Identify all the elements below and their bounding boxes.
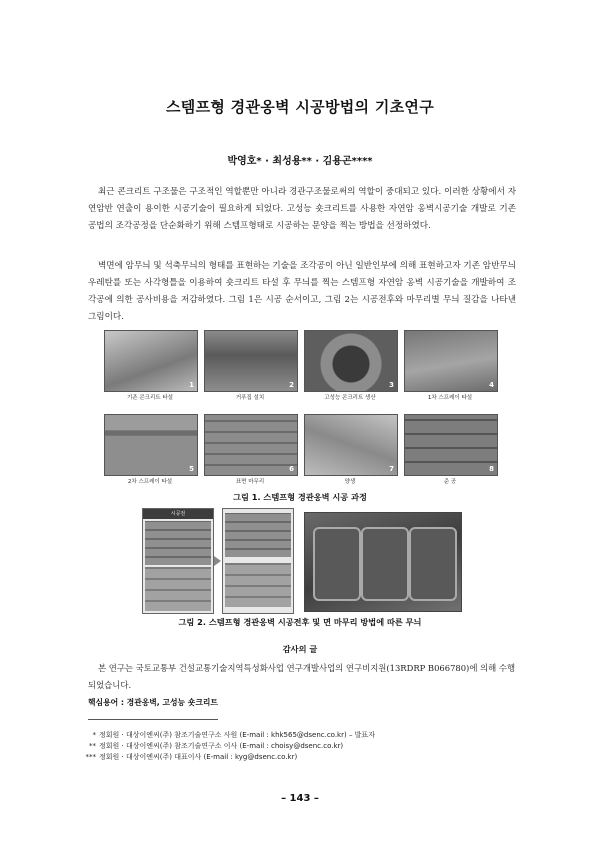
footnote-divider [88,719,218,720]
body-paragraph-1 [88,184,516,235]
after-photo-top [225,513,291,557]
footnote-text: 정회원 · 대상이엔씨(주) 참조기술연구소 사원 (E-mail : khk565@dsenc.co.kr) – 발표자 [99,731,375,739]
figure-1-construction-process [104,330,496,488]
keywords-line: 핵심용어 : 경관옹벽, 고성능 숏크리트 [88,698,218,707]
step-photo-2 [204,330,298,392]
author-line: 박영호* · 최성용** · 김용곤**** [227,156,373,167]
step-photo-7 [304,414,398,476]
footnote-1 [76,730,375,740]
paragraph-text: 최근 콘크리트 구조물은 구조적인 역할뿐만 아니라 경관구조물로써의 역할이 중대되고 있다. 이러한 상황에서 자연암반 연출이 용이한 시공기술이 필요하게 되었다. 고성능 숏크리트를 사용한 자연암 옹벽시공기술 개발로 기존 공법의 조각공정을 단순화하기 위해 스템프형태로 시공하는 문양을 찍는 방법을 선정하였다. [88,187,516,231]
step-photo-1 [104,330,198,392]
step-number: 2 [289,381,294,389]
pattern-slab [361,527,409,601]
step-label: 고성능 콘크리트 생산 [324,395,376,401]
finish-pattern-photo [304,512,462,612]
step-photo-5 [104,414,198,476]
pattern-slab [409,527,457,601]
step-label: 기존 콘크리트 타설 [126,395,173,401]
step-label: 양생 [344,479,356,485]
footnote-2 [76,741,343,751]
before-label: 시공전 [143,509,213,519]
pattern-slab [313,527,361,601]
step-label: 준 공 [443,479,457,485]
step-photo-3 [304,330,398,392]
before-photo-top [145,521,211,565]
page-number: – 143 – [281,793,319,804]
step-photo-6 [204,414,298,476]
footnote-text: 정회원 · 대상이엔씨(주) 대표이사 (E-mail : kyg@dsenc.co.kr) [99,753,298,761]
step-number: 5 [189,465,194,473]
figure-2-before-after [142,508,460,612]
figure-1-caption: 그림 1. 스템프형 경관옹벽 시공 과정 [233,492,367,502]
footnote-mark: *** [85,753,96,761]
step-number: 7 [389,465,394,473]
step-number: 4 [489,381,494,389]
acknowledgement-heading: 감사의 글 [282,644,318,654]
step-number: 3 [389,381,394,389]
paper-title: 스템프형 경관옹벽 시공방법의 기초연구 [166,98,434,116]
after-panel [222,508,294,614]
acknowledgement-text: 본 연구는 국토교통부 건설교통기술지역특성화사업 연구개발사업의 연구비지원(13RDRP B066780)에 의해 수행되었습니다. [88,663,516,690]
step-label: 2차 스프레이 타설 [127,479,173,485]
step-number: 8 [489,465,494,473]
figure-2-caption: 그림 2. 스템프형 경관옹벽 시공전후 및 면 마무리 방법에 따른 무늬 [178,617,422,627]
step-label: 거푸집 설치 [235,395,265,401]
step-label: 1차 스프레이 타설 [427,395,473,401]
step-photo-4 [404,330,498,392]
step-label: 표면 마무리 [235,479,265,485]
before-panel [142,508,214,614]
footnote-mark: * [92,731,96,739]
footnote-3 [76,752,297,762]
footnote-mark: ** [89,742,96,750]
step-number: 1 [189,381,194,389]
step-photo-8 [404,414,498,476]
arrow-right-icon [214,556,221,566]
step-number: 6 [289,465,294,473]
before-photo-bottom [145,567,211,611]
paragraph-text: 벽면에 암무늬 및 석축무늬의 형태를 표현하는 기술을 조각공이 아닌 일반인부에 의해 표현하고자 기존 암반무늬 우레탄를 또는 사각형틀을 이용하여 숏크리트 타설 후 무늬를 찍는 스템프형 자연암 옹벽 시공기술을 개발하여 조각공에 의한 공사비용을 저감하였다. 그림 1은 시공 순서이고, 그림 2는 시공전후와 마무리별 무늬 질감을 나타낸 그림이다. [88,261,516,322]
after-photo-bottom [225,563,291,607]
footnote-text: 정회원 · 대상이엔씨(주) 참조기술연구소 이사 (E-mail : choisy@dsenc.co.kr) [99,742,344,750]
body-paragraph-2 [88,258,516,326]
